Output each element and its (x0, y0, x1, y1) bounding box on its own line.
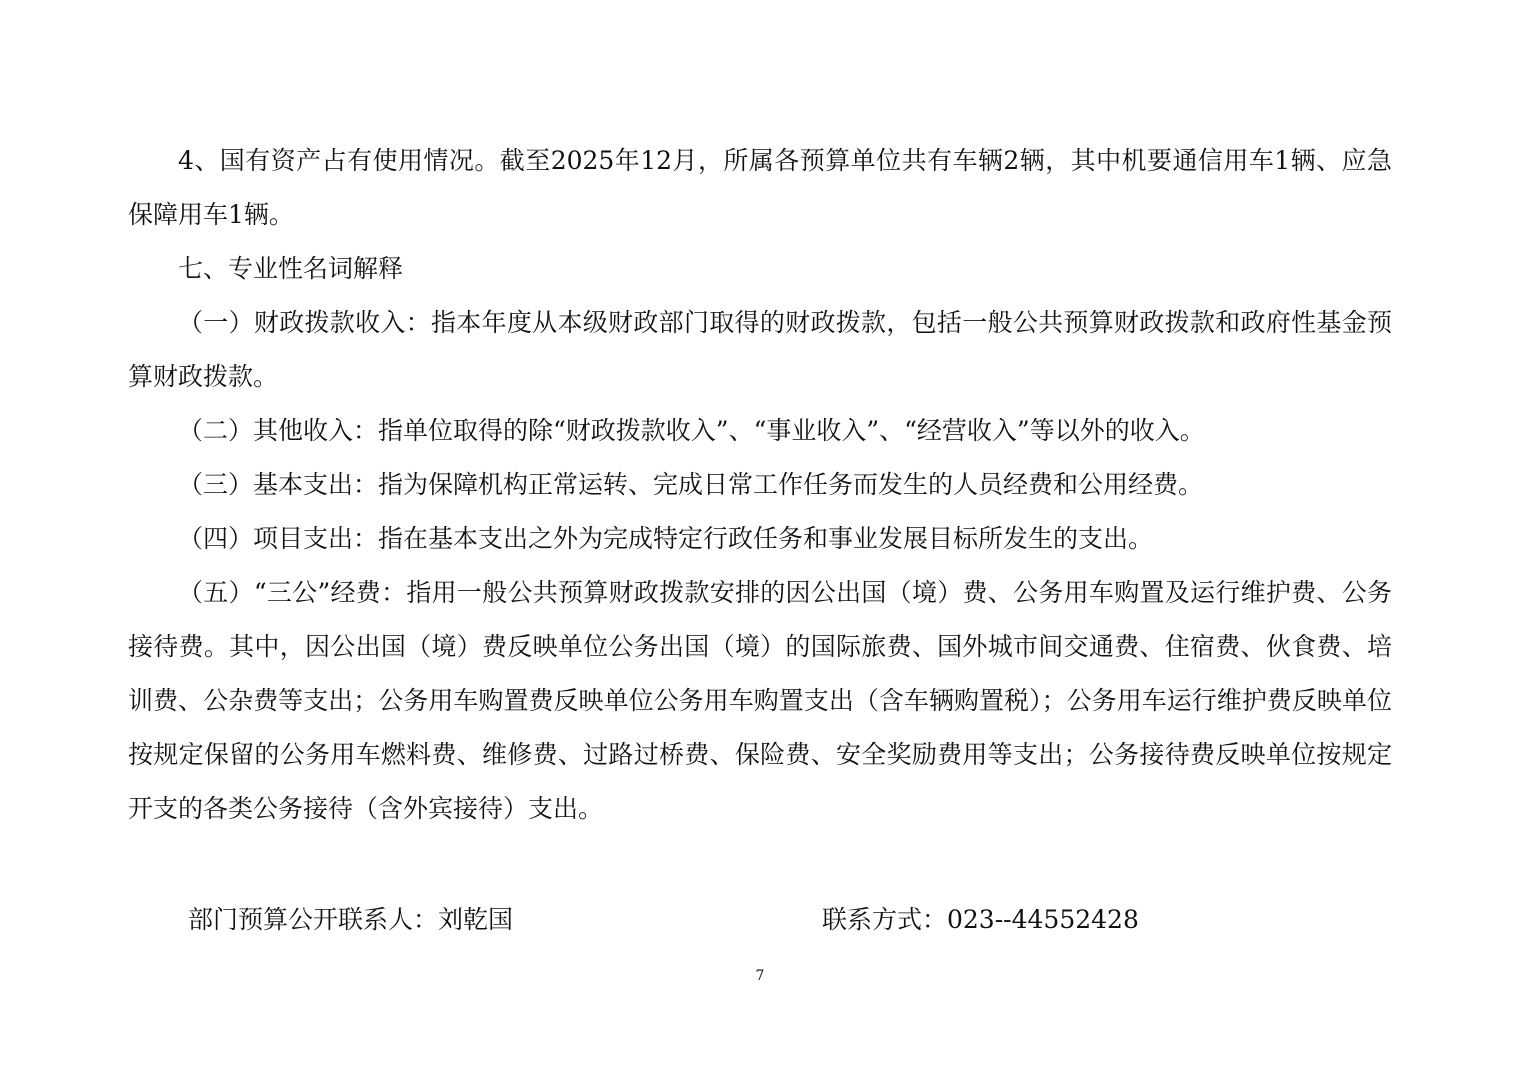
paragraph-definition-other-income: （二）其他收入：指单位取得的除“财政拨款收入”、“事业收入”、“经营收入”等以外的收入。 (178, 416, 1205, 445)
paragraph-definition-three-public-expenses: （五）“三公”经费：指用一般公共预算财政拨款安排的因公出国（境）费、公务用车购置及运行维护费、公务接待费。其中，因公出国（境）费反映单位公务出国（境）的国际旅费、国外城市间交通费、住宿费、伙食费、培训费、公杂费等支出；公务用车购置费反映单位公务用车购置支出（含车辆购置税）；公务用车运行维护费反映单位按规定保留的公务用车燃料费、维修费、过路过桥费、保险费、安全奖励费用等支出；公务接待费反映单位按规定开支的各类公务接待（含外宾接待）支出。 (128, 578, 1392, 823)
paragraph-definition-fiscal-appropriation: （一）财政拨款收入：指本年度从本级财政部门取得的财政拨款，包括一般公共预算财政拨款和政府性基金预算财政拨款。 (128, 308, 1392, 391)
contact-phone: 联系方式：023--44552428 (822, 905, 1139, 934)
paragraph-definition-basic-expenditure: （三）基本支出：指为保障机构正常运转、完成日常工作任务而发生的人员经费和公用经费。 (178, 470, 1204, 499)
page-number: 7 (755, 968, 765, 984)
contact-person: 部门预算公开联系人：刘乾国 (188, 905, 514, 934)
paragraph-state-assets: 4、国有资产占有使用情况。截至2025年12月，所属各预算单位共有车辆2辆，其中机要通信用车1辆、应急保障用车1辆。 (128, 146, 1392, 229)
paragraph-definition-project-expenditure: （四）项目支出：指在基本支出之外为完成特定行政任务和事业发展目标所发生的支出。 (178, 524, 1154, 553)
section-heading-terms: 七、专业性名词解释 (178, 254, 404, 283)
